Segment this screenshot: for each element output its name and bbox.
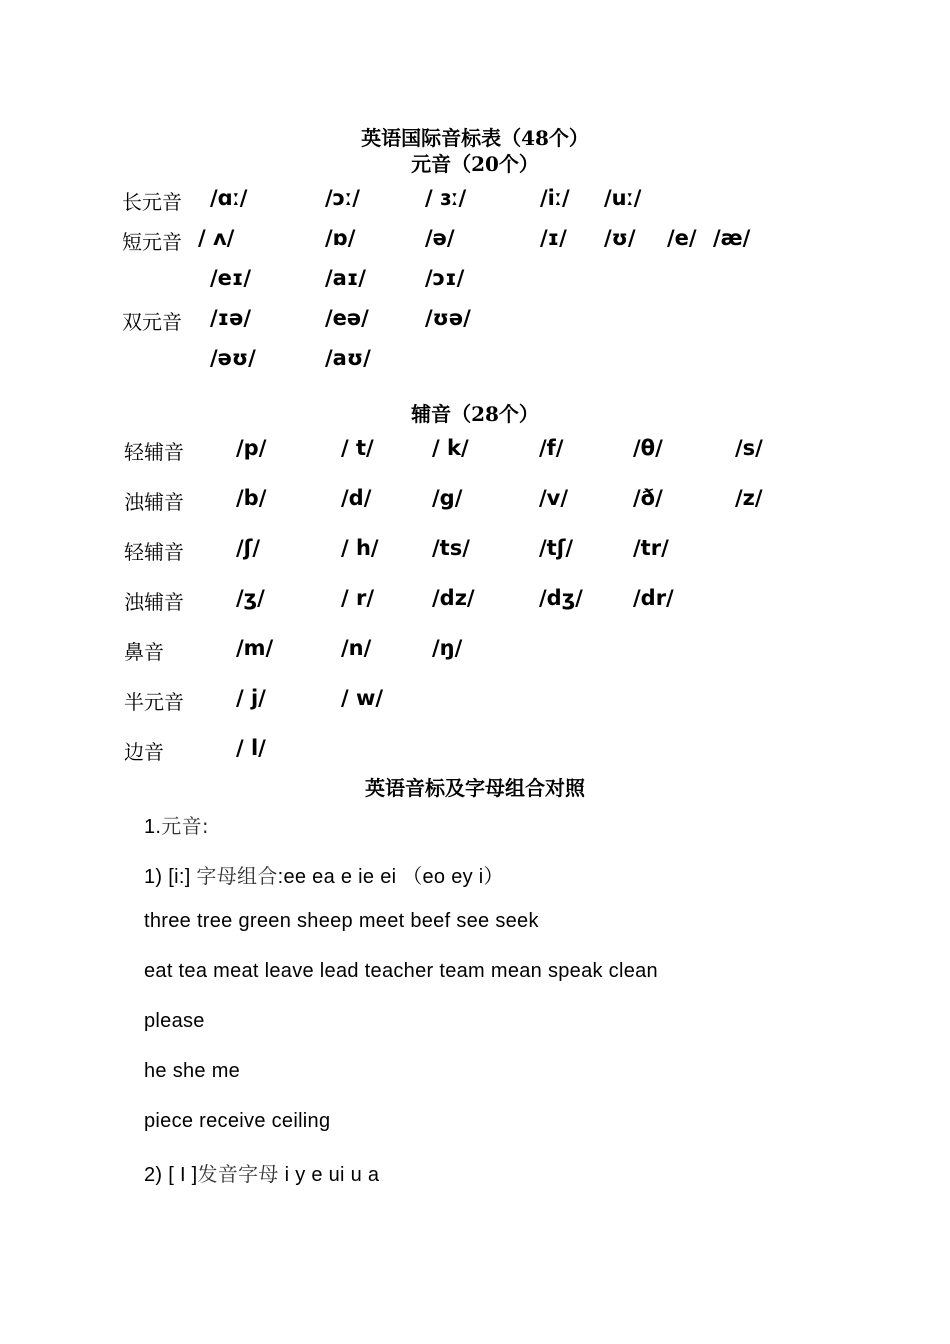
row-label: 浊辅音 bbox=[124, 590, 184, 614]
phoneme: / h/ bbox=[341, 536, 379, 560]
phoneme: /ɔɪ/ bbox=[425, 266, 465, 290]
phoneme: /æ/ bbox=[713, 226, 751, 250]
row-label: 短元音 bbox=[122, 230, 182, 254]
row-label: 半元音 bbox=[124, 690, 184, 714]
phoneme: /dʒ/ bbox=[539, 586, 583, 610]
phoneme: /uː/ bbox=[604, 186, 642, 210]
phoneme: / w/ bbox=[341, 686, 384, 710]
phoneme: /tr/ bbox=[633, 536, 669, 560]
page-title: 英语国际音标表（48个） bbox=[361, 126, 589, 150]
phoneme: /ʃ/ bbox=[236, 536, 261, 560]
phoneme: /d/ bbox=[341, 486, 372, 510]
row-label: 长元音 bbox=[122, 190, 182, 214]
phoneme: /m/ bbox=[236, 636, 274, 660]
phoneme: /eə/ bbox=[325, 306, 369, 330]
phoneme: /ts/ bbox=[432, 536, 470, 560]
phoneme: /eɪ/ bbox=[210, 266, 252, 290]
row-label: 轻辅音 bbox=[124, 540, 184, 564]
phoneme: /ɔː/ bbox=[325, 186, 360, 210]
phoneme: /ɒ/ bbox=[325, 226, 356, 250]
phoneme: /əʊ/ bbox=[210, 346, 256, 370]
consonants-heading: 辅音（28个） bbox=[411, 402, 539, 426]
example-words: three tree green sheep meet beef see seek bbox=[144, 910, 539, 932]
phoneme: /ŋ/ bbox=[432, 636, 463, 660]
row-label: 边音 bbox=[124, 740, 164, 764]
phoneme: /dr/ bbox=[633, 586, 674, 610]
phoneme: /s/ bbox=[735, 436, 763, 460]
vowels-heading: 元音（20个） bbox=[411, 152, 539, 176]
phoneme: / r/ bbox=[341, 586, 375, 610]
phoneme: /ʒ/ bbox=[236, 586, 265, 610]
example-words: he she me bbox=[144, 1060, 241, 1082]
phoneme: / ɜː/ bbox=[425, 186, 467, 210]
phoneme: /θ/ bbox=[633, 436, 663, 460]
section-label: 元音: bbox=[161, 814, 209, 838]
phoneme: /g/ bbox=[432, 486, 463, 510]
example-words: please bbox=[144, 1010, 205, 1032]
rule-line bbox=[144, 860, 504, 889]
phoneme: / t/ bbox=[341, 436, 374, 460]
section-number: 1. bbox=[144, 816, 162, 838]
row-label: 浊辅音 bbox=[124, 490, 184, 514]
phoneme: /n/ bbox=[341, 636, 372, 660]
row-label: 轻辅音 bbox=[124, 440, 184, 464]
phoneme: /p/ bbox=[236, 436, 267, 460]
phoneme: /z/ bbox=[735, 486, 763, 510]
phoneme: /iː/ bbox=[540, 186, 570, 210]
rule-phoneme: 2) [ I ] bbox=[144, 1164, 198, 1186]
phoneme: /ʊə/ bbox=[425, 306, 471, 330]
section-line bbox=[144, 810, 209, 839]
row-label: 鼻音 bbox=[124, 640, 164, 664]
phoneme: / k/ bbox=[432, 436, 469, 460]
phoneme: /ɑː/ bbox=[210, 186, 248, 210]
phoneme: /ʊ/ bbox=[604, 226, 636, 250]
comparison-heading: 英语音标及字母组合对照 bbox=[365, 776, 585, 800]
phoneme: /b/ bbox=[236, 486, 267, 510]
example-words: eat tea meat leave lead teacher team mean speak clean bbox=[144, 960, 658, 982]
rule-letters: i y e ui u a bbox=[278, 1164, 380, 1186]
phoneme: /ɪə/ bbox=[210, 306, 252, 330]
phoneme: /f/ bbox=[539, 436, 564, 460]
row-label: 双元音 bbox=[122, 310, 182, 334]
phoneme: /ə/ bbox=[425, 226, 455, 250]
phoneme: / l/ bbox=[236, 736, 266, 760]
phoneme: /v/ bbox=[539, 486, 569, 510]
rule-label: 发音字母 bbox=[197, 1162, 279, 1186]
phoneme: /tʃ/ bbox=[539, 536, 574, 560]
phoneme: /aɪ/ bbox=[325, 266, 366, 290]
rule-letters: :ee ea e ie ei （eo ey i） bbox=[277, 866, 504, 888]
phoneme: /ð/ bbox=[633, 486, 663, 510]
rule-line bbox=[144, 1158, 379, 1187]
rule-label: 字母组合 bbox=[196, 864, 278, 888]
phoneme: / ʌ/ bbox=[198, 226, 235, 250]
phoneme: /ɪ/ bbox=[540, 226, 567, 250]
rule-phoneme: 1) [i:] bbox=[144, 866, 197, 888]
phoneme: /dz/ bbox=[432, 586, 475, 610]
phoneme: /e/ bbox=[667, 226, 697, 250]
example-words: piece receive ceiling bbox=[144, 1110, 331, 1132]
phoneme: /aʊ/ bbox=[325, 346, 371, 370]
phoneme: / j/ bbox=[236, 686, 266, 710]
